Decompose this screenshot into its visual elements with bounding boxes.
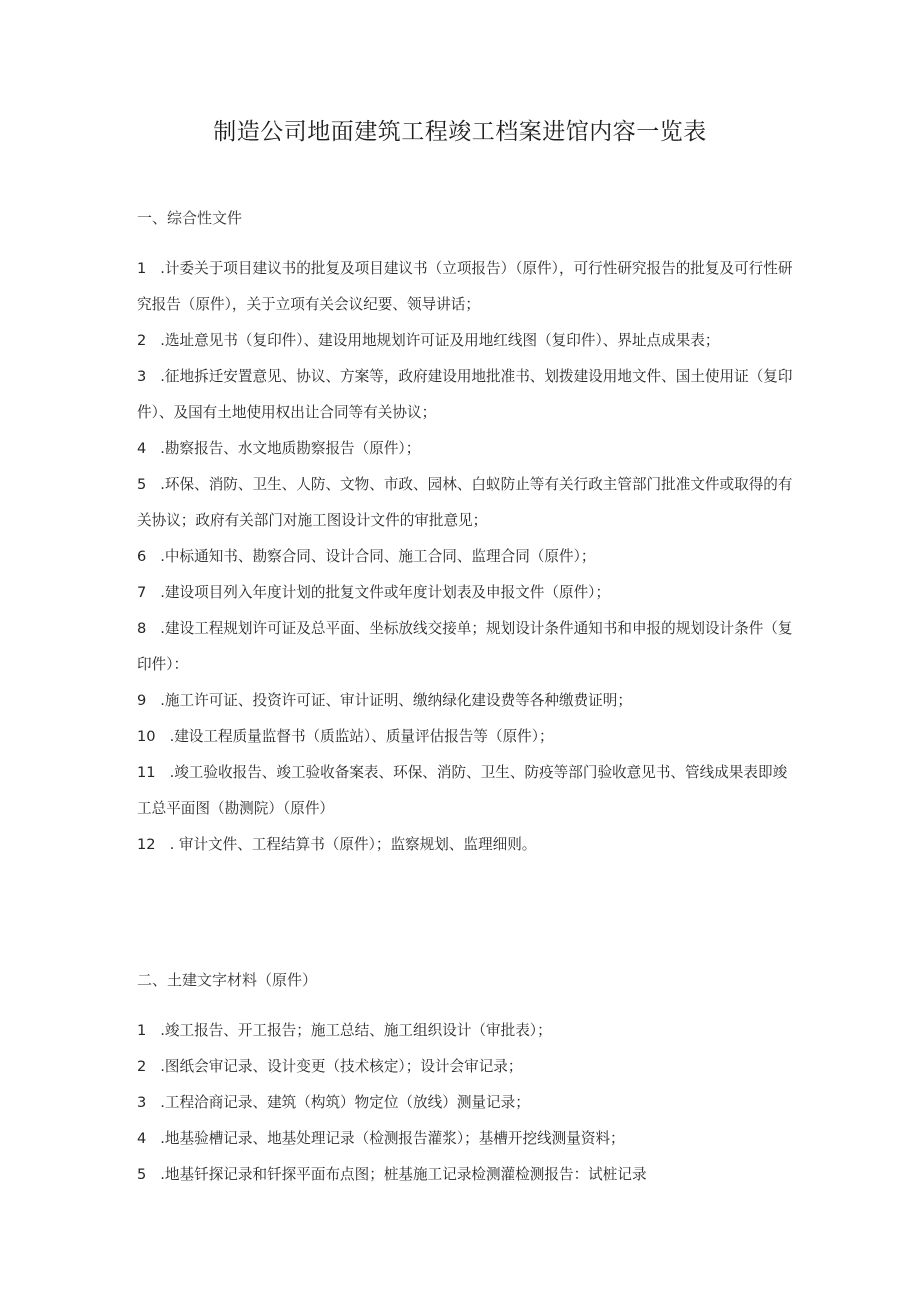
item-number: 2 <box>137 332 147 349</box>
item-text: .地基验槽记录、地基处理记录（检测报告灌浆）；基槽开挖线测量资料； <box>160 1130 625 1147</box>
section-heading: 一、综合性文件 <box>137 209 243 227</box>
item-text: .地基钎探记录和钎探平面布点图；桩基施工记录检测灌检测报告：试桩记录 <box>160 1166 647 1183</box>
list-item <box>137 1013 797 1049</box>
list-item <box>137 827 797 863</box>
list-item <box>137 323 797 359</box>
item-text: .图纸会审记录、设计变更（技术核定）；设计会审记录； <box>160 1058 523 1075</box>
section-comprehensive-documents <box>137 208 797 863</box>
item-text: .建设工程质量监督书（质监站）、质量评估报告等（原件）； <box>169 728 554 745</box>
list-item <box>137 719 797 755</box>
item-text: .征地拆迁安置意见、协议、方案等，政府建设用地批准书、划拨建设用地文件、国土使用证（复印件）、及国有土地使用权出让合同等有关协议； <box>137 368 793 421</box>
item-number: 5 <box>137 476 147 493</box>
item-number: 4 <box>137 1130 147 1147</box>
item-text: .中标通知书、勘察合同、设计合同、施工合同、监理合同（原件）； <box>160 548 596 565</box>
item-text: .建设项目列入年度计划的批复文件或年度计划表及申报文件（原件）； <box>160 584 611 601</box>
item-number: 6 <box>137 548 147 565</box>
item-text: .环保、消防、卫生、人防、文物、市政、园林、白蚁防止等有关行政主管部门批准文件或取得的有关协议；政府有关部门对施工图设计文件的审批意见； <box>137 476 793 529</box>
document-title: 制造公司地面建筑工程竣工档案进馆内容一览表 <box>213 119 707 145</box>
item-text: .施工许可证、投资许可证、审计证明、缴纳绿化建设费等各种缴费证明； <box>160 692 632 709</box>
list-item <box>137 359 797 431</box>
item-number: 3 <box>137 368 147 385</box>
list-item <box>137 755 797 827</box>
item-number: 12 <box>137 836 156 853</box>
item-text: .工程洽商记录、建筑（构筑）物定位（放线）测量记录； <box>160 1094 530 1111</box>
item-text: . 审计文件、工程结算书（原件）；监察规划、监理细则。 <box>169 836 537 853</box>
item-text: .勘察报告、水文地质勘察报告（原件）； <box>160 440 421 457</box>
list-item <box>137 1085 797 1121</box>
list-item <box>137 431 797 467</box>
item-number: 8 <box>137 620 147 637</box>
list-item <box>137 683 797 719</box>
item-number: 10 <box>137 728 156 745</box>
item-number: 9 <box>137 692 147 709</box>
item-number: 2 <box>137 1058 147 1075</box>
item-text: .竣工验收报告、竣工验收备案表、环保、消防、卫生、防疫等部门验收意见书、管线成果表即竣工总平面图（勘测院）（原件） <box>137 764 788 817</box>
item-number: 5 <box>137 1166 147 1183</box>
list-item <box>137 251 797 323</box>
list-item <box>137 1049 797 1085</box>
list-item <box>137 539 797 575</box>
item-text: .建设工程规划许可证及总平面、坐标放线交接单；规划设计条件通知书和申报的规划设计条件（复印件）： <box>137 620 793 673</box>
list-item <box>137 575 797 611</box>
list-item <box>137 611 797 683</box>
section-civil-text-materials <box>137 970 797 1193</box>
item-number: 1 <box>137 1022 147 1039</box>
item-text: .竣工报告、开工报告；施工总结、施工组织设计（审批表）； <box>160 1022 552 1039</box>
list-item <box>137 1157 797 1193</box>
section-heading: 二、土建文字材料（原件） <box>137 971 318 989</box>
list-item <box>137 1121 797 1157</box>
item-number: 3 <box>137 1094 147 1111</box>
item-number: 4 <box>137 440 147 457</box>
list-item <box>137 467 797 539</box>
item-text: .计委关于项目建议书的批复及项目建议书（立项报告）（原件），可行性研究报告的批复及可行性研究报告（原件），关于立项有关会议纪要、领导讲话； <box>137 260 793 313</box>
item-text: .选址意见书（复印件）、建设用地规划许可证及用地红线图（复印件）、界址点成果表； <box>160 332 720 349</box>
item-number: 7 <box>137 584 147 601</box>
item-number: 1 <box>137 260 147 277</box>
item-number: 11 <box>137 764 156 781</box>
